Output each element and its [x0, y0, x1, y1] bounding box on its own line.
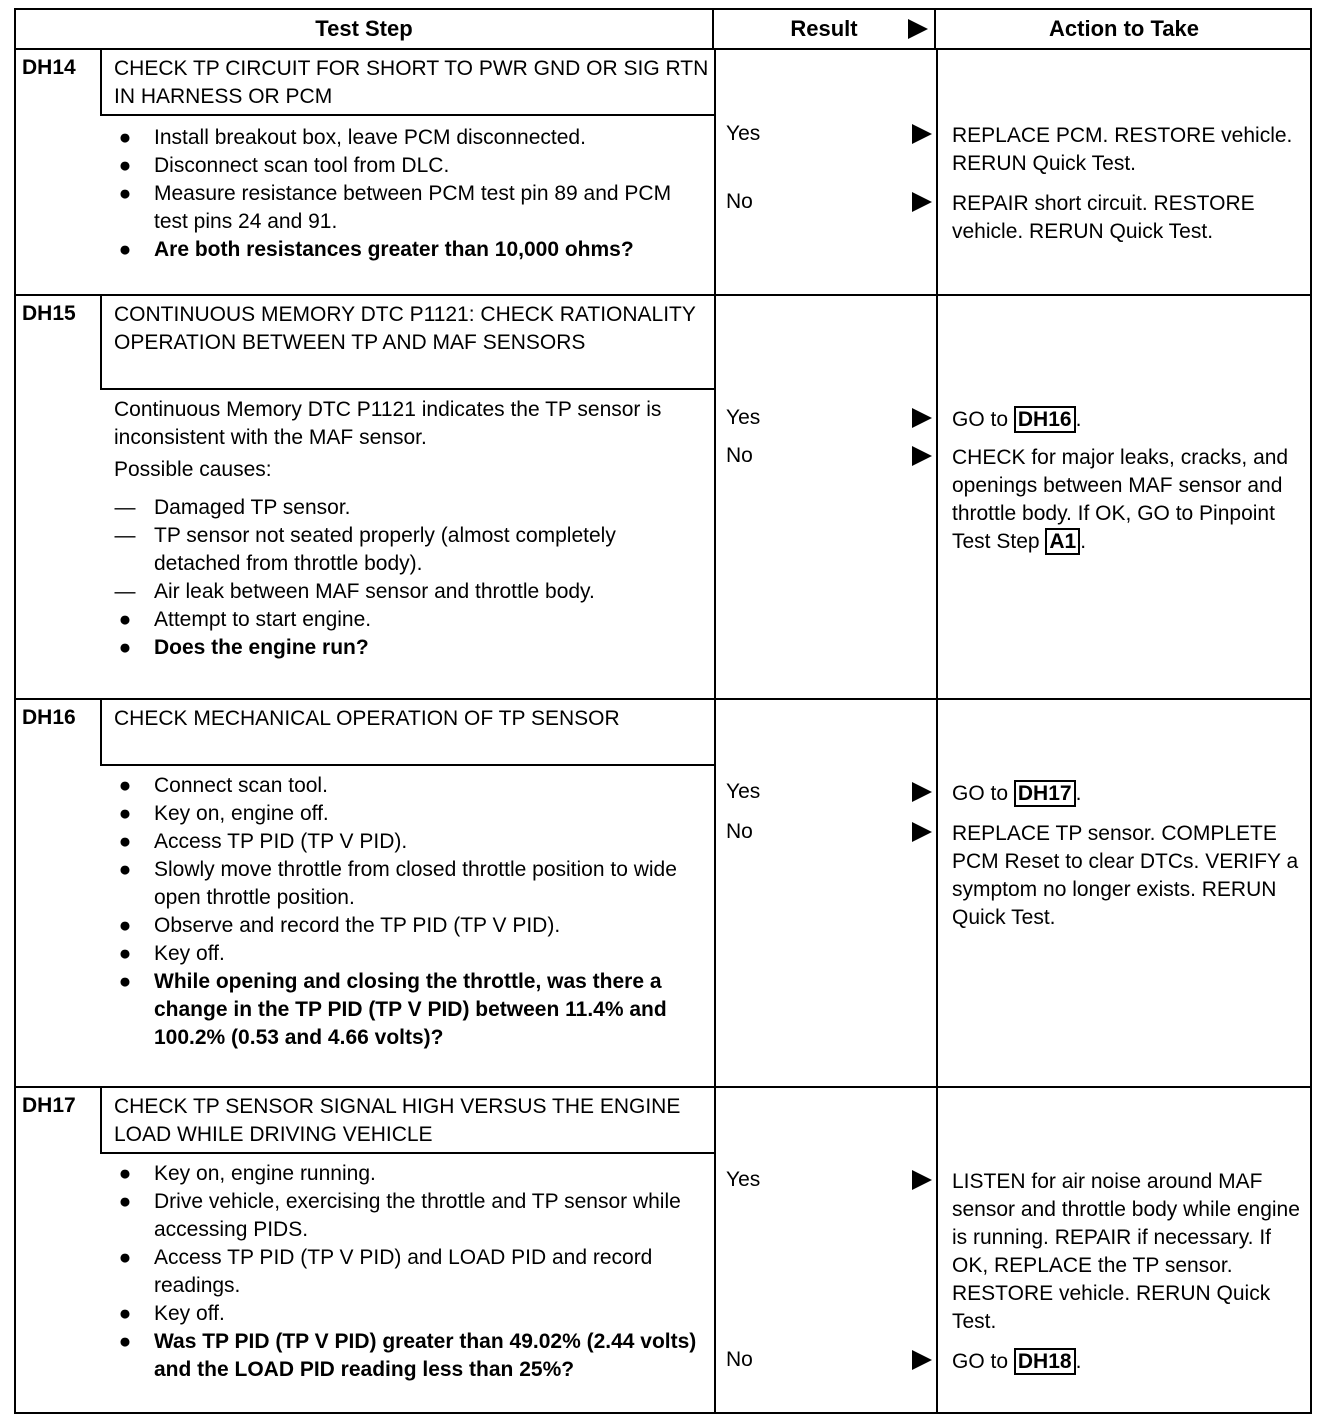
arrow-right-icon [912, 1350, 932, 1370]
step-body [16, 396, 714, 662]
result-label: Yes [726, 122, 761, 145]
action-no [936, 190, 1312, 246]
step-title: CHECK TP SENSOR SIGNAL HIGH VERSUS THE ENGINE LOAD WHILE DRIVING VEHICLE [100, 1088, 714, 1154]
item-text: Key off. [154, 942, 225, 965]
item-text: Are both resistances greater than 10,000 ohms? [154, 238, 634, 261]
step-title: CHECK TP CIRCUIT FOR SHORT TO PWR GND OR SIG RTN IN HARNESS OR PCM [100, 50, 714, 116]
result-label: No [726, 1348, 753, 1371]
result-label: Yes [726, 406, 761, 429]
item-text: Does the engine run? [154, 636, 369, 659]
arrow-right-icon [908, 19, 928, 39]
bullet-icon: ● [118, 1190, 132, 1213]
list-item [16, 124, 714, 152]
bullet-icon: ● [118, 1162, 132, 1185]
bullet-icon: ● [118, 608, 132, 631]
action-text: CHECK for major leaks, cracks, and openings between MAF sensor and throttle body. If OK, GO to Pinpoint Test Step [952, 446, 1289, 553]
list-item [16, 940, 714, 968]
step-id: DH16 [22, 706, 76, 729]
list-item [16, 1188, 714, 1244]
bullet-icon: ● [118, 1302, 132, 1325]
action-yes [936, 1168, 1312, 1336]
bullet-icon: ● [118, 774, 132, 797]
bullet-icon: ● [118, 126, 132, 149]
action-yes [936, 406, 1312, 434]
step-dh16 [16, 700, 1310, 1086]
action-text: REPLACE TP sensor. COMPLETE PCM Reset to clear DTCs. VERIFY a symptom no longer exists. RERUN Quick Test. [952, 822, 1299, 929]
item-text: Access TP PID (TP V PID) and LOAD PID and record readings. [154, 1246, 653, 1297]
step-dh15 [16, 296, 1310, 698]
item-text: Drive vehicle, exercising the throttle and TP sensor while accessing PIDS. [154, 1190, 681, 1241]
arrow-right-icon [912, 446, 932, 466]
list-item [16, 1300, 714, 1328]
action-text: LISTEN for air noise around MAF sensor and throttle body while engine is running. REPAIR if necessary. If OK, REPLACE the TP sensor. RESTORE vehicle. RERUN Quick Test. [952, 1170, 1300, 1333]
causes-label: Possible causes: [114, 458, 272, 481]
action-yes [936, 780, 1312, 808]
result-label: No [726, 444, 753, 467]
bullet-icon: ● [118, 970, 132, 993]
list-item [16, 1160, 714, 1188]
action-no [936, 444, 1312, 556]
item-text: Key off. [154, 1302, 225, 1325]
action-text: REPLACE PCM. RESTORE vehicle. RERUN Quick Test. [952, 124, 1293, 175]
item-text: Was TP PID (TP V PID) greater than 49.02% (2.44 volts) and the LOAD PID reading less than 25%? [154, 1330, 697, 1381]
bullet-icon: ● [118, 802, 132, 825]
step-reference[interactable]: DH18 [1014, 1348, 1076, 1375]
action-text: . [1075, 782, 1082, 805]
item-text: Observe and record the TP PID (TP V PID). [154, 914, 561, 937]
item-text: Disconnect scan tool from DLC. [154, 154, 450, 177]
item-text: Access TP PID (TP V PID). [154, 830, 408, 853]
arrow-right-icon [912, 822, 932, 842]
list-item [16, 1244, 714, 1300]
dash-icon: — [114, 496, 136, 519]
item-text: Measure resistance between PCM test pin 89 and PCM test pins 24 and 91. [154, 182, 672, 233]
list-item [16, 606, 714, 634]
item-text: Damaged TP sensor. [154, 496, 351, 519]
step-id: DH14 [22, 56, 76, 79]
action-text: . [1075, 1350, 1082, 1373]
bullet-icon: ● [118, 1246, 132, 1269]
header-result [714, 10, 936, 48]
item-text: TP sensor not seated properly (almost completely detached from throttle body). [154, 524, 616, 575]
bullet-icon: ● [118, 182, 132, 205]
action-text: REPAIR short circuit. RESTORE vehicle. RERUN Quick Test. [952, 192, 1255, 243]
list-item [16, 494, 714, 522]
bullet-icon: ● [118, 238, 132, 261]
header-action: Action to Take [1049, 16, 1199, 41]
item-text: Slowly move throttle from closed throttle position to wide open throttle position. [154, 858, 677, 909]
intro-text: Continuous Memory DTC P1121 indicates the TP sensor is inconsistent with the MAF sensor. [114, 398, 662, 449]
result-label: Yes [726, 780, 761, 803]
bullet-icon: ● [118, 830, 132, 853]
arrow-right-icon [912, 782, 932, 802]
step-body [16, 124, 714, 264]
action-text: GO to [952, 408, 1014, 431]
bullet-icon: ● [118, 636, 132, 659]
step-title: CONTINUOUS MEMORY DTC P1121: CHECK RATIONALITY OPERATION BETWEEN TP AND MAF SENSORS [100, 296, 714, 390]
step-reference[interactable]: A1 [1045, 528, 1080, 555]
step-id: DH15 [22, 302, 76, 325]
step-dh17 [16, 1088, 1310, 1414]
action-no [936, 1348, 1312, 1376]
list-item [16, 1328, 714, 1384]
list-item [16, 828, 714, 856]
step-reference[interactable]: DH16 [1014, 406, 1076, 433]
step-dh14 [16, 50, 1310, 294]
list-item [16, 912, 714, 940]
bullet-icon: ● [118, 914, 132, 937]
arrow-right-icon [912, 192, 932, 212]
step-body [16, 772, 714, 1052]
bullet-icon: ● [118, 1330, 132, 1353]
dash-icon: — [114, 580, 136, 603]
item-text: Attempt to start engine. [154, 608, 372, 631]
item-text: Key on, engine running. [154, 1162, 376, 1185]
step-reference[interactable]: DH17 [1014, 780, 1076, 807]
list-item [16, 522, 714, 578]
action-text: . [1080, 530, 1087, 553]
diagnostic-table [14, 8, 1312, 1414]
action-text: GO to [952, 782, 1014, 805]
item-text: While opening and closing the throttle, was there a change in the TP PID (TP V PID) between 11.4% and 100.2% (0.53 and 4.66 volts)? [154, 970, 667, 1049]
list-item [16, 856, 714, 912]
action-yes [936, 122, 1312, 178]
arrow-right-icon [912, 1170, 932, 1190]
list-item [16, 634, 714, 662]
bullet-icon: ● [118, 154, 132, 177]
result-label: No [726, 820, 753, 843]
arrow-right-icon [912, 124, 932, 144]
list-item [16, 152, 714, 180]
bullet-icon: ● [118, 942, 132, 965]
item-text: Key on, engine off. [154, 802, 329, 825]
action-text: . [1075, 408, 1082, 431]
bullet-icon: ● [118, 858, 132, 881]
list-item [16, 180, 714, 236]
item-text: Install breakout box, leave PCM disconnected. [154, 126, 586, 149]
result-label: Yes [726, 1168, 761, 1191]
action-no [936, 820, 1312, 932]
list-item [16, 772, 714, 800]
list-item [16, 800, 714, 828]
step-title: CHECK MECHANICAL OPERATION OF TP SENSOR [100, 700, 714, 766]
header-result-label: Result [790, 16, 858, 41]
list-item [16, 236, 714, 264]
result-label: No [726, 190, 753, 213]
step-id: DH17 [22, 1094, 76, 1117]
item-text: Air leak between MAF sensor and throttle body. [154, 580, 595, 603]
dash-icon: — [114, 524, 136, 547]
list-item [16, 578, 714, 606]
list-item [16, 968, 714, 1052]
step-body [16, 1160, 714, 1384]
arrow-right-icon [912, 408, 932, 428]
action-text: GO to [952, 1350, 1014, 1373]
item-text: Connect scan tool. [154, 774, 328, 797]
header-test-step: Test Step [16, 10, 714, 48]
